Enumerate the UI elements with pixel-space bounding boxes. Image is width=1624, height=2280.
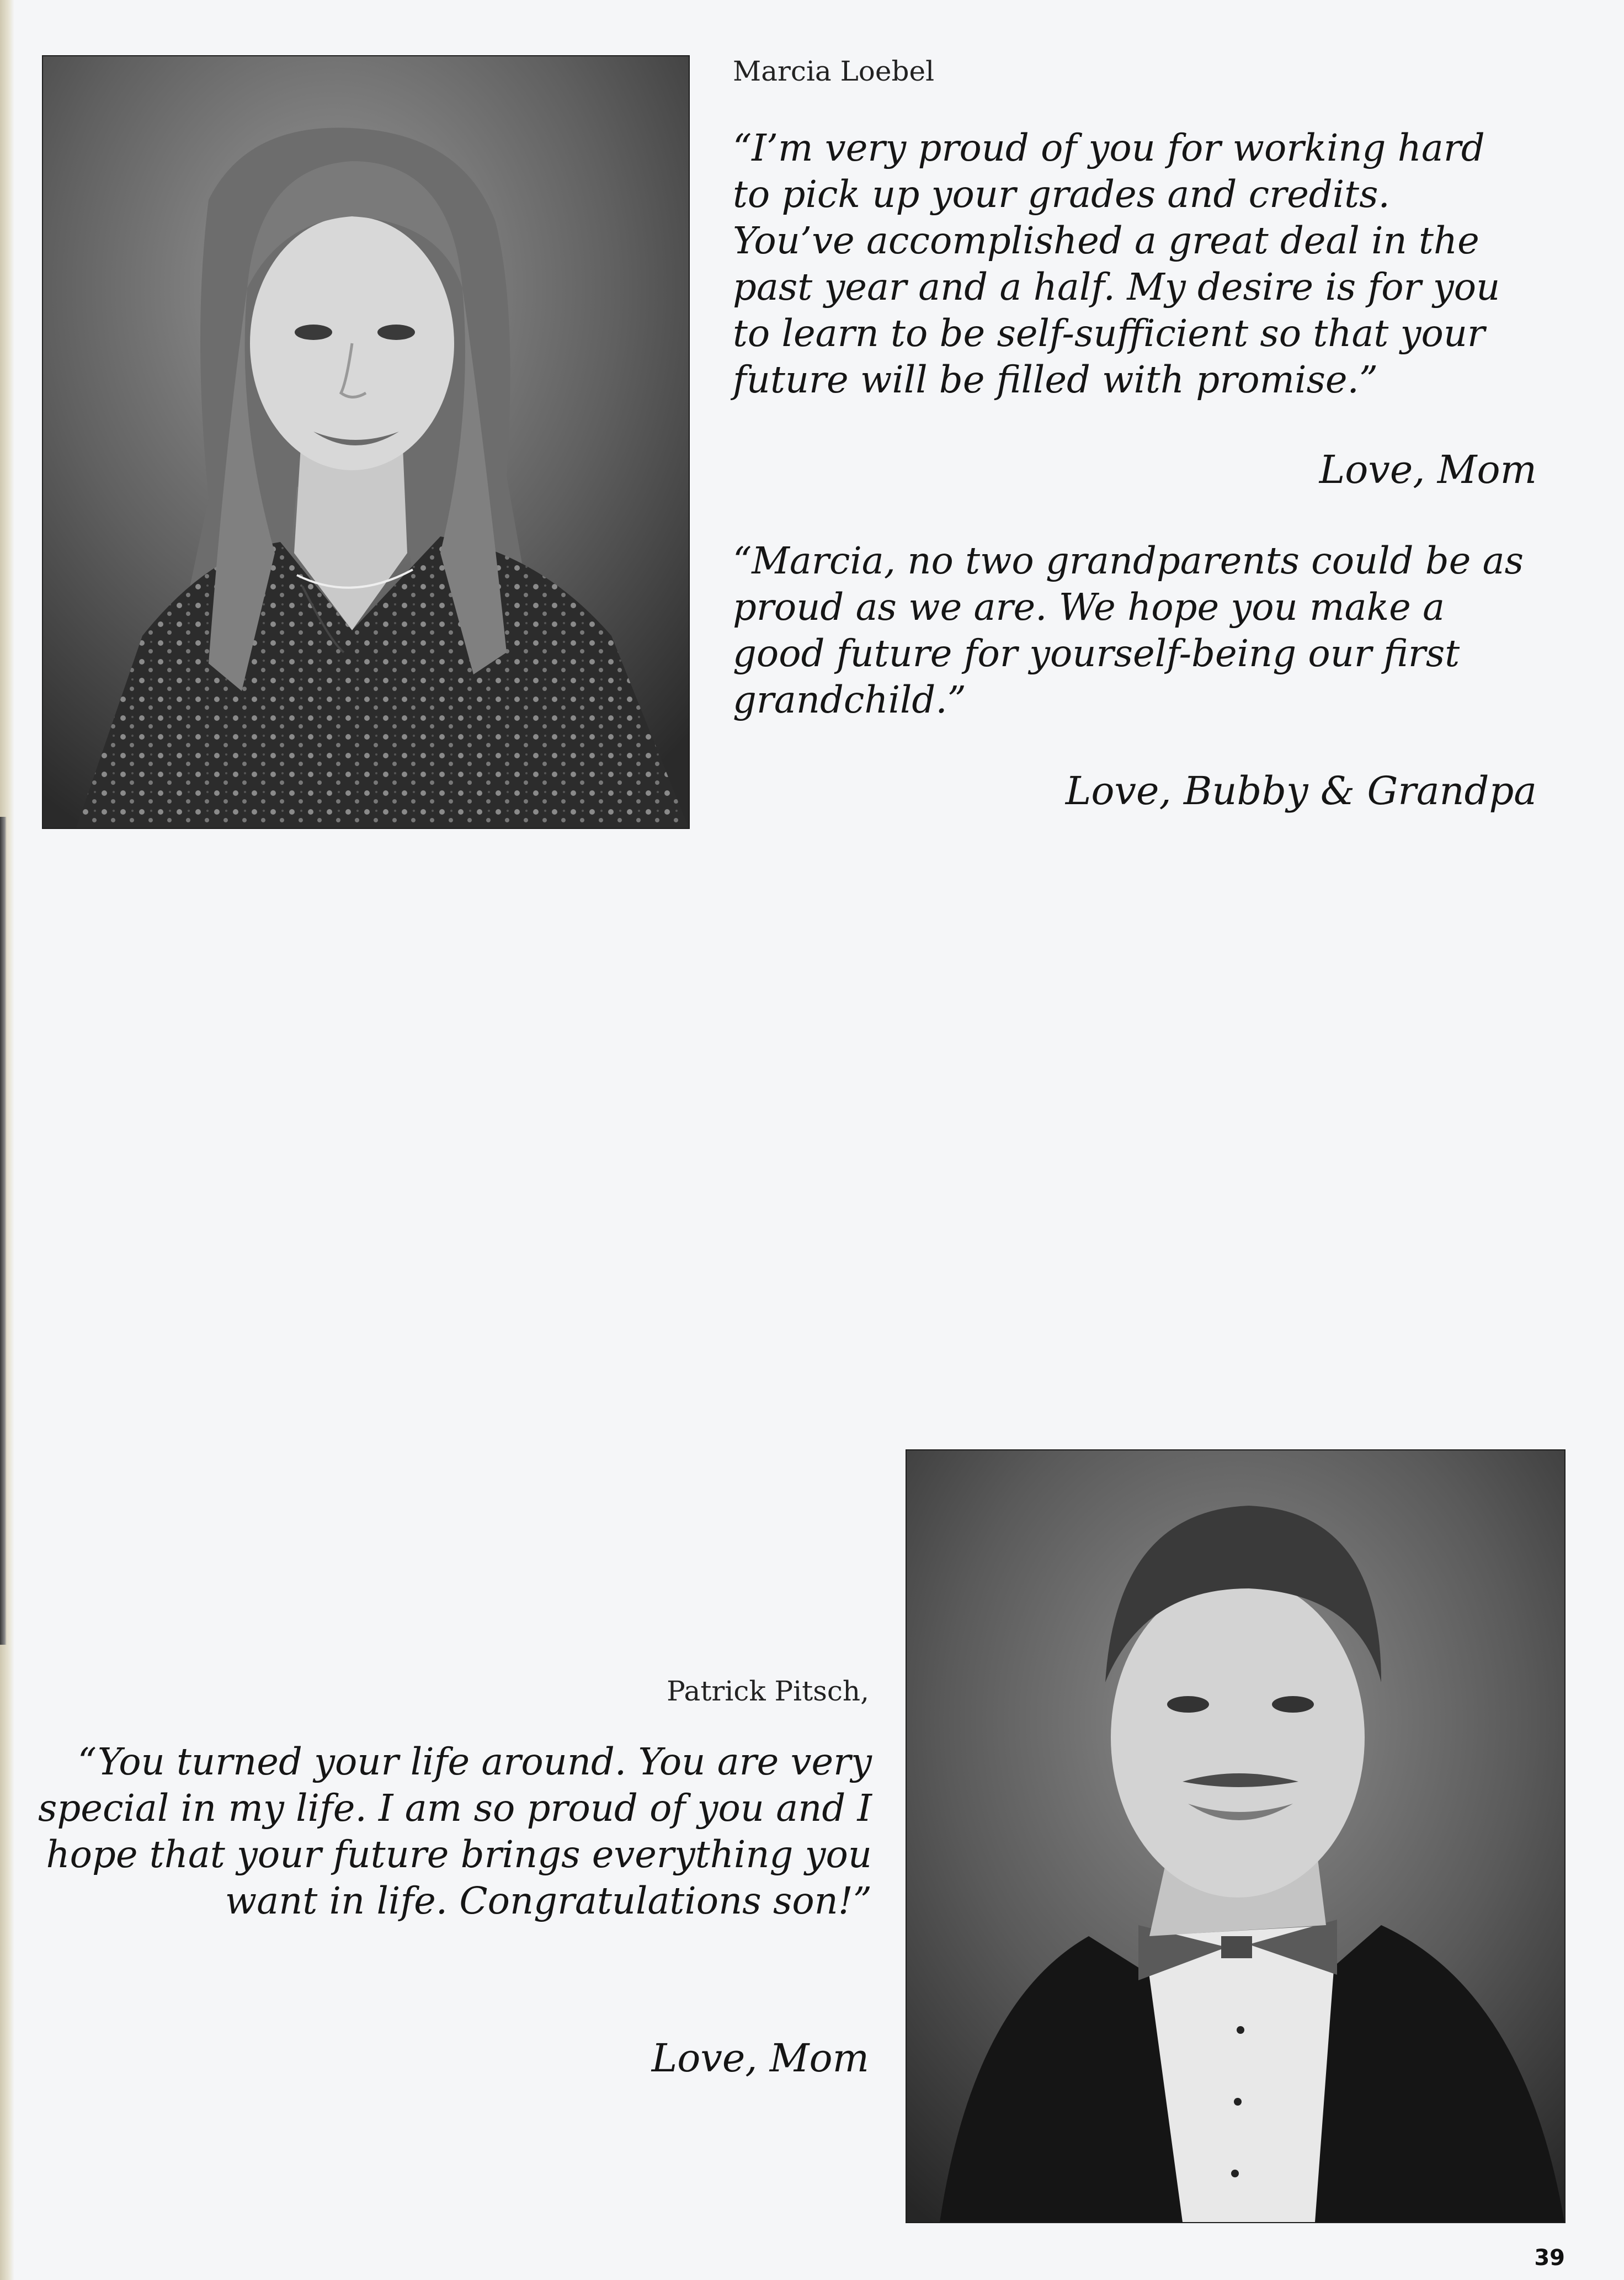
message-grandparents-to-marcia: “Marcia, no two grandparents could be as proud as we are. We hope you make a good future for yourself-being our first grandchild.” (733, 539, 1524, 721)
signature-grandparents-marcia: Love, Bubby & Grandpa (1065, 768, 1537, 814)
portrait-photo-marcia (42, 55, 690, 829)
student-name-patrick: Patrick Pitsch, (667, 1675, 869, 1707)
page-number: 39 (1534, 2245, 1565, 2271)
portrait-photo-patrick (906, 1449, 1566, 2223)
student-name-marcia: Marcia Loebel (733, 55, 935, 87)
message-mom-to-patrick: “You turned your life around. You are very special in my life. I am so proud of you and I hope that your future brings everything you want in life. Congratulations son!” (38, 1740, 872, 1922)
signature-mom-marcia: Love, Mom (1319, 447, 1537, 492)
message-mom-to-marcia: “I’m very proud of you for working hard to pick up your grades and credits. You’ve accomplished a great deal in the past year and a half. My desire is for you to learn to be self-sufficient so that your future will be filled with promise.” (733, 126, 1500, 401)
page-binding-shadow (0, 817, 7, 1645)
signature-mom-patrick: Love, Mom (651, 2035, 869, 2081)
